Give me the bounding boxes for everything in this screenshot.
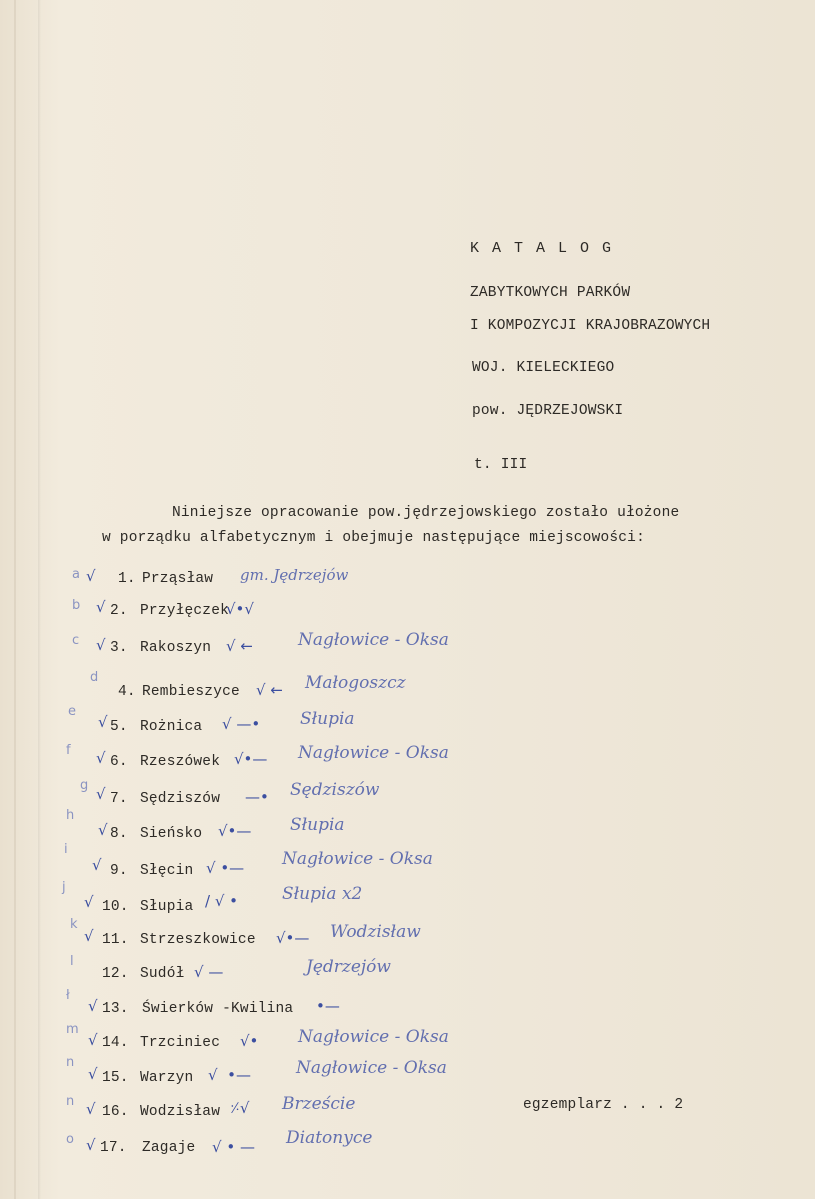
handwritten-note: Diatonyce [286, 1128, 373, 1148]
item-name: Świerków -Kwilina [142, 1001, 294, 1017]
catalog-title: K A T A L O G [470, 240, 614, 257]
check-icon: √ [84, 893, 94, 911]
item-number: 11. [102, 932, 129, 948]
item-number: 12. [102, 966, 129, 982]
item-name: Warzyn [140, 1070, 194, 1086]
item-number: 10. [102, 899, 129, 915]
check-icon: √ ← [226, 637, 253, 655]
item-letter: c [72, 633, 80, 648]
handwritten-note: Sędziszów [290, 780, 380, 800]
check-icon: √ [92, 856, 102, 874]
intro-line-2: w porządku alfabetycznym i obejmuje następujące miejscowości: [102, 530, 645, 546]
check-icon: √ [88, 1065, 98, 1083]
item-number: 2. [110, 603, 128, 619]
check-icon: √• [240, 1032, 259, 1050]
item-name: Sieńsko [140, 826, 203, 842]
check-icon: √•— [234, 750, 268, 768]
item-number: 17. [100, 1140, 127, 1156]
header-line-3: WOJ. KIELECKIEGO [472, 360, 615, 376]
check-icon: √ [98, 713, 108, 731]
item-name: Rakoszyn [140, 640, 212, 656]
handwritten-note: Małogoszcz [305, 673, 406, 693]
check-icon: √ [88, 997, 98, 1015]
item-number: 8. [110, 826, 128, 842]
item-number: 9. [110, 863, 128, 879]
header-line-2: I KOMPOZYCJI KRAJOBRAZOWYCH [470, 318, 711, 334]
item-letter: i [64, 842, 68, 857]
item-name: Przyłęczek [140, 603, 230, 619]
handwritten-note: Słupia [300, 709, 355, 729]
item-letter: d [90, 670, 99, 685]
item-letter: ł [66, 988, 70, 1003]
handwritten-note: Nagłowice - Oksa [298, 743, 449, 763]
item-number: 16. [102, 1104, 129, 1120]
item-name: Trzciniec [140, 1035, 221, 1051]
copy-number-label: egzemplarz . . . 2 [523, 1097, 684, 1113]
check-icon: √ •— [206, 859, 245, 877]
arrow-mark-icon: —• [245, 788, 269, 806]
check-icon: √ ← [256, 681, 283, 699]
item-name: Rembieszyce [142, 684, 240, 700]
handwritten-note: Nagłowice - Oksa [298, 630, 449, 650]
item-name: Słęcin [140, 863, 194, 879]
item-letter: h [66, 808, 75, 823]
check-icon: √ [84, 927, 94, 945]
header-line-4: pow. JĘDRZEJOWSKI [472, 403, 624, 419]
check-icon: √ [96, 636, 106, 654]
item-name: Prząsław [142, 571, 214, 587]
check-icon: √ [86, 1136, 96, 1154]
item-letter: f [66, 743, 71, 758]
handwritten-note: Jędrzejów [306, 957, 391, 977]
check-icon: / √ • [205, 892, 238, 910]
item-number: 4. [118, 684, 136, 700]
intro-line-1: Niniejsze opracowanie pow.jędrzejowskiego zostało ułożone [172, 505, 680, 521]
check-icon: √ [98, 821, 108, 839]
handwritten-note: Brzeście [282, 1094, 356, 1114]
item-letter: a [72, 567, 80, 582]
item-name: Wodzisław [140, 1104, 221, 1120]
handwritten-note: gm. Jędrzejów [240, 566, 349, 584]
handwritten-note: Słupia x2 [282, 884, 363, 904]
item-name: Rzeszówek [140, 754, 221, 770]
check-icon: √ [86, 567, 96, 585]
item-name: Sędziszów [140, 791, 221, 807]
page-edge-shadow [14, 0, 16, 1199]
handwritten-note: Nagłowice - Oksa [298, 1027, 449, 1047]
item-name: Sudół [140, 966, 185, 982]
item-letter: b [72, 598, 81, 613]
item-letter: g [80, 778, 89, 793]
item-letter: k [70, 917, 78, 932]
item-letter: n [66, 1094, 75, 1109]
item-letter: e [68, 704, 76, 719]
item-letter: l [70, 954, 74, 969]
handwritten-note: Nagłowice - Oksa [296, 1058, 447, 1078]
item-number: 15. [102, 1070, 129, 1086]
item-name: Rożnica [140, 719, 203, 735]
item-number: 5. [110, 719, 128, 735]
item-name: Zagaje [142, 1140, 196, 1156]
handwritten-note: Słupia [290, 815, 345, 835]
check-icon: √ [96, 749, 106, 767]
item-letter: o [66, 1132, 74, 1147]
arrow-mark-icon: •— [316, 997, 340, 1015]
check-icon: √•— [218, 822, 252, 840]
item-number: 1. [118, 571, 136, 587]
item-letter: j [62, 880, 66, 895]
item-number: 7. [110, 791, 128, 807]
check-icon: √ [96, 785, 106, 803]
volume-label: t. III [474, 457, 528, 473]
header-line-1: ZABYTKOWYCH PARKÓW [470, 285, 631, 301]
handwritten-note: Wodzisław [330, 922, 421, 942]
check-icon: √•— [276, 929, 310, 947]
item-number: 13. [102, 1001, 129, 1017]
check-icon: √ [96, 598, 106, 616]
check-icon: √ —• [222, 715, 261, 733]
check-icon: √•√ [226, 600, 254, 618]
check-icon: √ [88, 1031, 98, 1049]
binding-fold [38, 0, 41, 1199]
check-icon: √ •— [208, 1066, 251, 1084]
arrow-mark-icon: ⸓√ [230, 1099, 250, 1117]
check-icon: √ • — [212, 1138, 255, 1156]
item-number: 14. [102, 1035, 129, 1051]
item-number: 6. [110, 754, 128, 770]
item-letter: n [66, 1055, 75, 1070]
handwritten-note: Nagłowice - Oksa [282, 849, 433, 869]
item-number: 3. [110, 640, 128, 656]
item-name: Słupia [140, 899, 194, 915]
item-letter: m [66, 1022, 79, 1037]
check-icon: √ [86, 1100, 96, 1118]
check-icon: √ — [194, 963, 224, 981]
item-name: Strzeszkowice [140, 932, 256, 948]
